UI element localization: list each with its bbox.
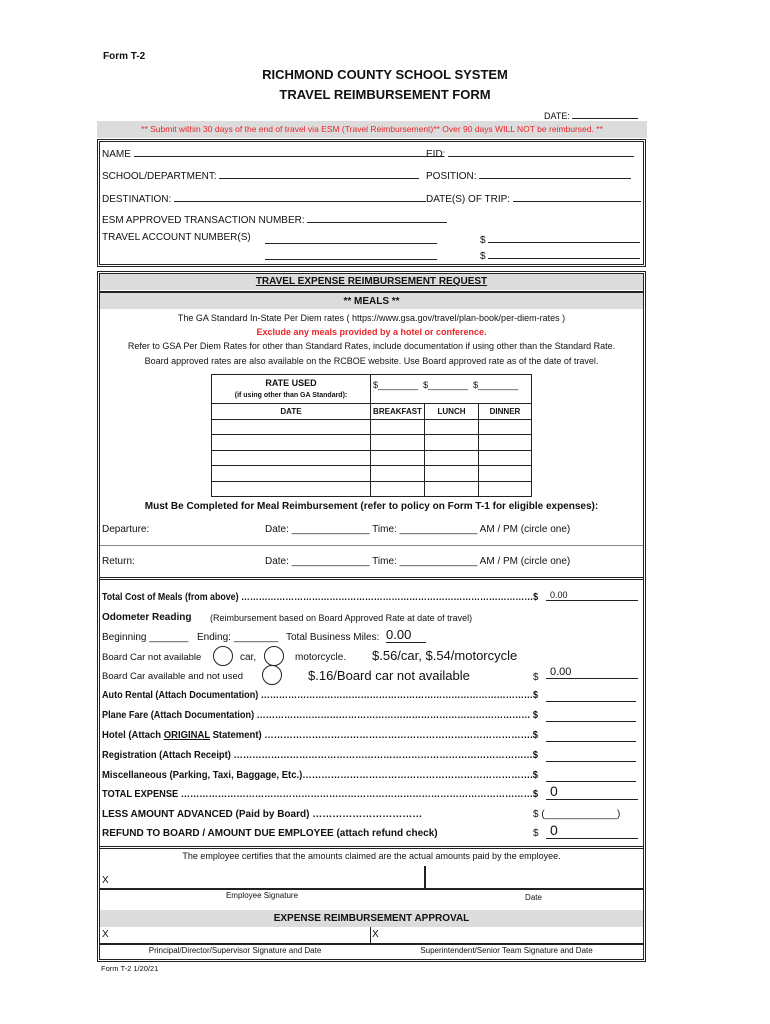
misc-label: Miscellaneous (Parking, Taxi, Baggage, Etc.)……………………………………………………………….$ [102, 770, 538, 781]
exclude-row [97, 327, 646, 337]
trip-dates-field[interactable]: DATE(S) OF TRIP: [426, 191, 641, 205]
total-meals-value[interactable]: 0.00 [546, 590, 638, 601]
meal-table [211, 374, 532, 497]
principal-signature-row [100, 946, 370, 955]
miles-label-row [286, 632, 379, 643]
employee-date-label: Date [525, 893, 542, 902]
miles-label: Total Business Miles: [286, 632, 380, 643]
total-expense-value[interactable]: 0 [546, 783, 638, 800]
title-form: TRAVEL REIMBURSEMENT FORM [279, 87, 491, 102]
date-label: DATE: [544, 111, 570, 121]
amount-field-1[interactable]: $ [480, 232, 640, 246]
refund-value[interactable]: 0 [546, 822, 638, 839]
date-field[interactable] [544, 108, 638, 121]
superintendent-signature-label: Superintendent/Senior Team Signature and Date [420, 946, 593, 955]
certification-text: The employee certifies that the amounts claimed are the actual amounts paid by the employee. [182, 851, 561, 861]
less-advanced-value[interactable]: $ (_____________) [533, 809, 621, 820]
employee-signature-field[interactable]: X [102, 875, 109, 886]
total-expense-row [102, 789, 573, 800]
odometer-beginning-row[interactable] [102, 632, 188, 643]
total-meals-label: Total Cost of Meals (from above) ………………………………………………………………………………………$ [102, 592, 539, 603]
miles-value[interactable]: 0.00 [386, 627, 426, 643]
position-field[interactable]: POSITION: [426, 168, 631, 182]
less-advanced-row-value[interactable] [533, 809, 620, 820]
must-complete-row [97, 501, 646, 512]
col-date: DATE [212, 404, 371, 420]
car-option-circle[interactable] [213, 646, 233, 666]
departure-label: Departure: [102, 524, 150, 535]
certification-row [97, 851, 646, 861]
registration-row [102, 750, 568, 761]
board-rate-text: $.16/Board car not available [308, 668, 470, 683]
total-meals-row [102, 592, 595, 603]
car-rate-text: $.56/car, $.54/motorcycle [372, 648, 518, 663]
footer-form-version: Form T-2 1/20/21 [101, 964, 159, 973]
refund-label: REFUND TO BOARD / AMOUNT DUE EMPLOYEE (attach refund check) [102, 828, 438, 839]
total-expense-label: TOTAL EXPENSE ……………………………………………………………………………………………………$ [102, 789, 539, 800]
board-car-option-circle[interactable] [262, 665, 282, 685]
principal-signature-label: Principal/Director/Supervisor Signature and Date [148, 946, 322, 955]
odometer-ending-row[interactable] [197, 632, 278, 643]
board-row [97, 356, 646, 366]
return-fields[interactable]: Date: ______________ Time: ______________ AM / PM (circle one) [265, 556, 571, 567]
auto-rental-row [102, 690, 583, 701]
odometer-note-row [210, 613, 472, 623]
title-org: RICHMOND COUNTY SCHOOL SYSTEM [262, 67, 508, 82]
account-label: TRAVEL ACCOUNT NUMBER(S) [102, 232, 251, 243]
col-breakfast: BREAKFAST [371, 404, 425, 420]
auto-rental-field[interactable] [546, 691, 636, 702]
col-lunch: LUNCH [425, 404, 479, 420]
hotel-label: Hotel (Attach ORIGINAL Statement) ………………………………………………………………………….$ [102, 730, 539, 741]
name-field[interactable]: NAME [102, 146, 444, 160]
exclude-meals-text: Exclude any meals provided by a hotel or conference. [256, 327, 487, 337]
odometer-note: (Reimbursement based on Board Approved Rate at date of travel) [210, 613, 473, 623]
school-field[interactable]: SCHOOL/DEPARTMENT: [102, 168, 419, 182]
less-advanced-row [102, 809, 422, 820]
submission-notice-row [97, 124, 647, 134]
rate-note: (if using other than GA Standard): [234, 392, 348, 399]
board-avail-label: Board Car available and not used [102, 671, 244, 682]
account-field-2[interactable] [265, 249, 437, 260]
odometer-ending[interactable]: Ending: ________ [197, 632, 279, 643]
rate-breakfast[interactable]: $________ [373, 380, 419, 390]
rate-used-label: RATE USED [265, 378, 317, 388]
request-header: TRAVEL EXPENSE REIMBURSEMENT REQUEST [255, 276, 488, 287]
rate-lunch[interactable]: $________ [423, 380, 469, 390]
rate-dinner[interactable]: $________ [473, 380, 519, 390]
must-complete-text: Must Be Completed for Meal Reimbursement (refer to policy on Form T-1 for eligible expenses): [144, 501, 599, 512]
form-id: Form T-2 [103, 51, 146, 62]
meals-header: ** MEALS ** [343, 296, 400, 307]
meal-row[interactable] [212, 466, 532, 482]
dollar-sign: $ [533, 672, 539, 683]
odometer-beginning[interactable]: Beginning _______ [102, 632, 189, 643]
account-field-1[interactable] [265, 233, 437, 244]
odometer-label: Odometer Reading [102, 612, 192, 623]
gsa-row [97, 341, 646, 351]
meal-row[interactable] [212, 481, 532, 497]
principal-signature-field[interactable]: X [102, 929, 109, 940]
registration-field[interactable] [546, 751, 636, 762]
per-diem-text: The GA Standard In-State Per Diem rates ( https://www.gsa.gov/travel/plan-book/per-diem-rates ) [177, 313, 566, 323]
eid-field[interactable]: EID: [426, 146, 634, 160]
col-dinner: DINNER [479, 404, 532, 420]
submission-notice: ** Submit within 30 days of the end of travel via ESM (Travel Reimbursement)** Over 90 days WILL NOT be reimbursed. ** [141, 124, 603, 134]
meal-row[interactable] [212, 419, 532, 435]
refund-dollar: $ [533, 828, 539, 839]
motorcycle-label: motorcycle. [295, 652, 347, 663]
meal-row[interactable] [212, 435, 532, 451]
less-advanced-label: LESS AMOUNT ADVANCED (Paid by Board) …………………………… [102, 809, 423, 820]
employee-signature-label: Employee Signature [225, 891, 299, 900]
misc-field[interactable] [546, 771, 636, 782]
departure-fields[interactable]: Date: ______________ Time: ______________ AM / PM (circle one) [265, 524, 571, 535]
car-label: car, [240, 652, 257, 663]
plane-fare-row [102, 710, 580, 721]
gsa-rates-text: Refer to GSA Per Diem Rates for other than Standard Rates, include documentation if using other than the Standard Rate. [127, 341, 616, 351]
plane-fare-label: Plane Fare (Attach Documentation) ……………………………………………………………………………… $ [102, 710, 539, 721]
registration-label: Registration (Attach Receipt) ……………………………………………………………………………………$ [102, 750, 538, 761]
per-diem-row [97, 313, 646, 323]
refund-row [102, 828, 438, 839]
superintendent-signature-row [370, 946, 643, 955]
destination-field[interactable]: DESTINATION: [102, 191, 426, 205]
amount-field-2[interactable]: $ [480, 248, 640, 262]
motorcycle-option-circle[interactable] [264, 646, 284, 666]
auto-rental-label: Auto Rental (Attach Documentation) ………………………………………………………………………………$ [102, 690, 539, 701]
approval-header: EXPENSE REIMBURSEMENT APPROVAL [273, 913, 470, 924]
board-na-row [102, 652, 201, 663]
superintendent-signature-field[interactable]: X [372, 929, 379, 940]
misc-row [102, 770, 561, 781]
board-na-label: Board Car not available [102, 652, 202, 663]
hotel-field[interactable] [546, 731, 636, 742]
esm-field[interactable]: ESM APPROVED TRANSACTION NUMBER: [102, 212, 447, 226]
mileage-value[interactable]: 0.00 [546, 666, 638, 679]
plane-fare-field[interactable] [546, 711, 636, 722]
board-avail-row [102, 671, 243, 682]
hotel-row [102, 730, 561, 741]
meal-row[interactable] [212, 450, 532, 466]
board-rates-text: Board approved rates are also available on the RCBOE website. Use Board approved rate as of the date of travel. [144, 356, 599, 366]
return-label: Return: [102, 556, 135, 567]
